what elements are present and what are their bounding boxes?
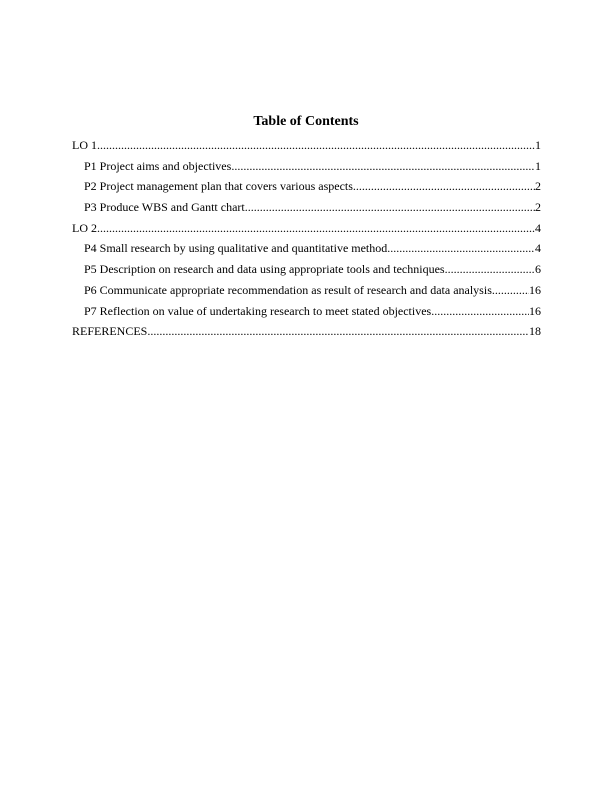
toc-dot-leader: [97, 218, 535, 239]
toc-dot-leader: [492, 280, 529, 301]
toc-entry-text: LO 1: [72, 138, 97, 152]
toc-entry-p6[interactable]: [72, 280, 541, 301]
toc-page-number: 18: [529, 324, 541, 339]
toc-dot-leader: [231, 156, 535, 177]
toc-entry-text: P6 Communicate appropriate recommendation as result of research and data analysis: [84, 282, 492, 297]
toc-entry-p5[interactable]: [72, 259, 541, 280]
toc-dot-leader: [445, 259, 535, 280]
toc-entry-text: P3 Produce WBS and Gantt chart: [84, 200, 245, 215]
toc-entry-text: LO 2: [72, 220, 97, 235]
toc-entry-p2[interactable]: [72, 176, 541, 197]
toc-entry-lo2[interactable]: [72, 218, 541, 239]
toc-page-number: 1: [535, 158, 541, 173]
toc-entry-text: REFERENCES: [72, 324, 148, 339]
toc-page-number: 16: [529, 303, 541, 318]
toc-page-number: 1: [535, 138, 541, 152]
toc-heading: Table of Contents: [253, 114, 359, 129]
toc-entry-references[interactable]: [72, 321, 541, 342]
toc-entry-lo1[interactable]: [72, 135, 541, 156]
toc-dot-leader: [97, 135, 535, 156]
toc-entry-p3[interactable]: [72, 197, 541, 218]
toc-page-number: 2: [535, 200, 541, 215]
toc-page-number: 4: [535, 241, 541, 256]
toc-entry-text: P1 Project aims and objectives: [84, 158, 232, 173]
toc-entry-p7[interactable]: [72, 301, 541, 322]
toc-page-number: 6: [535, 262, 541, 277]
toc-page-number: 16: [529, 282, 541, 297]
toc-entry-p4[interactable]: [72, 238, 541, 259]
toc-dot-leader: [353, 176, 535, 197]
toc-dot-leader: [147, 321, 529, 342]
toc-page-number: 4: [535, 220, 541, 235]
toc-dot-leader: [431, 301, 529, 322]
toc-entry-text: P7 Reflection on value of undertaking research to meet stated objectives: [84, 303, 432, 318]
toc-list: [72, 135, 541, 342]
toc-page-number: 2: [535, 179, 541, 194]
toc-entry-text: P2 Project management plan that covers various aspects: [84, 179, 353, 194]
toc-dot-leader: [387, 238, 535, 259]
toc-entry-text: P4 Small research by using qualitative and quantitative method: [84, 241, 388, 256]
toc-entry-text: P5 Description on research and data using appropriate tools and techniques: [84, 262, 445, 277]
toc-dot-leader: [245, 197, 535, 218]
toc-entry-p1[interactable]: [72, 156, 541, 177]
